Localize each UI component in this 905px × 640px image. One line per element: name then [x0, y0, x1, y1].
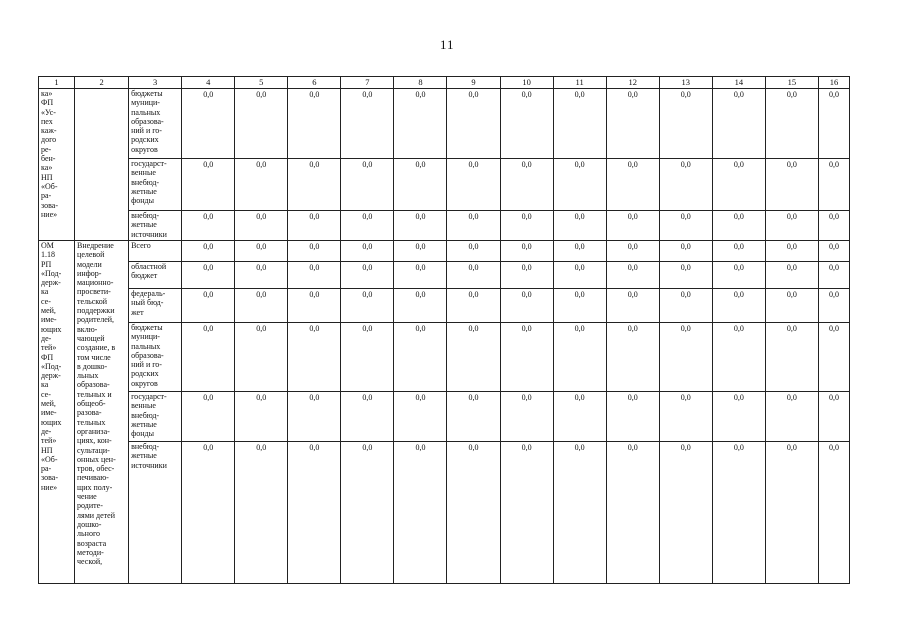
value-cell: 0,0	[500, 323, 553, 392]
funding-source: бюджеты муници- пальных образова- ний и го- родских округов	[129, 89, 182, 159]
value-cell: 0,0	[659, 241, 712, 262]
value-cell: 0,0	[818, 442, 849, 584]
value-cell: 0,0	[818, 241, 849, 262]
column-header: 2	[75, 77, 129, 89]
value-cell: 0,0	[553, 442, 606, 584]
column-header: 4	[182, 77, 235, 89]
value-cell: 0,0	[235, 211, 288, 241]
value-cell: 0,0	[394, 262, 447, 289]
value-cell: 0,0	[500, 262, 553, 289]
value-cell: 0,0	[394, 323, 447, 392]
value-cell: 0,0	[818, 159, 849, 211]
value-cell: 0,0	[553, 211, 606, 241]
value-cell: 0,0	[659, 211, 712, 241]
value-cell: 0,0	[659, 289, 712, 323]
value-cell: 0,0	[818, 392, 849, 442]
column-header: 3	[129, 77, 182, 89]
value-cell: 0,0	[288, 241, 341, 262]
value-cell: 0,0	[765, 211, 818, 241]
column-header: 16	[818, 77, 849, 89]
value-cell: 0,0	[182, 211, 235, 241]
om-measure-code: ОМ 1.18 РП «Под- держ- ка се- мей, име- ющих де- тей» ФП «Под- держ- ка се- мей, име- ющих де- тей» НП «Об- ра- зова- ние»	[39, 241, 75, 584]
value-cell: 0,0	[182, 262, 235, 289]
om-measure-name: Внедрение целевой модели инфор- мационно- просвети- тельской поддержки родителей, вклю- чающей создание, в том числе в дошко- льных образова- тельных и общеоб- разова- тельных организа- циях, кон- сультаци- онных цен- тров, обес- печиваю- щих полу- чение родите- лями детей дошко- льного возраста методи- ческой,	[75, 241, 129, 584]
funding-source: государст- венные внебюд- жетные фонды	[129, 392, 182, 442]
table-row	[39, 392, 850, 442]
value-cell: 0,0	[500, 392, 553, 442]
value-cell: 0,0	[182, 442, 235, 584]
value-cell: 0,0	[341, 392, 394, 442]
value-cell: 0,0	[235, 442, 288, 584]
value-cell: 0,0	[394, 442, 447, 584]
funding-source: бюджеты муници- пальных образова- ний и го- родских округов	[129, 323, 182, 392]
value-cell: 0,0	[235, 392, 288, 442]
value-cell: 0,0	[659, 262, 712, 289]
value-cell: 0,0	[182, 89, 235, 159]
table-row	[39, 289, 850, 323]
table-row	[39, 442, 850, 584]
value-cell: 0,0	[659, 159, 712, 211]
value-cell: 0,0	[394, 159, 447, 211]
value-cell: 0,0	[341, 241, 394, 262]
table-row	[39, 241, 850, 262]
value-cell: 0,0	[765, 323, 818, 392]
table-row	[39, 262, 850, 289]
value-cell: 0,0	[553, 289, 606, 323]
value-cell: 0,0	[659, 392, 712, 442]
value-cell: 0,0	[341, 211, 394, 241]
value-cell: 0,0	[606, 442, 659, 584]
value-cell: 0,0	[712, 89, 765, 159]
value-cell: 0,0	[606, 262, 659, 289]
value-cell: 0,0	[818, 323, 849, 392]
value-cell: 0,0	[447, 392, 500, 442]
value-cell: 0,0	[235, 241, 288, 262]
value-cell: 0,0	[659, 323, 712, 392]
value-cell: 0,0	[818, 211, 849, 241]
value-cell: 0,0	[606, 211, 659, 241]
value-cell: 0,0	[288, 442, 341, 584]
value-cell: 0,0	[341, 323, 394, 392]
value-cell: 0,0	[447, 89, 500, 159]
column-header: 1	[39, 77, 75, 89]
value-cell: 0,0	[553, 159, 606, 211]
value-cell: 0,0	[765, 442, 818, 584]
prev-measure-name	[75, 89, 129, 241]
value-cell: 0,0	[765, 89, 818, 159]
column-header: 7	[341, 77, 394, 89]
value-cell: 0,0	[500, 289, 553, 323]
value-cell: 0,0	[447, 211, 500, 241]
value-cell: 0,0	[606, 159, 659, 211]
funding-source: Всего	[129, 241, 182, 262]
column-header: 14	[712, 77, 765, 89]
value-cell: 0,0	[818, 262, 849, 289]
funding-source: внебюд- жетные источники	[129, 211, 182, 241]
column-header: 13	[659, 77, 712, 89]
value-cell: 0,0	[712, 211, 765, 241]
value-cell: 0,0	[288, 159, 341, 211]
page-number: 11	[440, 37, 455, 52]
value-cell: 0,0	[288, 89, 341, 159]
value-cell: 0,0	[288, 392, 341, 442]
value-cell: 0,0	[235, 89, 288, 159]
value-cell: 0,0	[659, 89, 712, 159]
value-cell: 0,0	[341, 89, 394, 159]
value-cell: 0,0	[394, 289, 447, 323]
value-cell: 0,0	[447, 262, 500, 289]
value-cell: 0,0	[606, 89, 659, 159]
value-cell: 0,0	[235, 323, 288, 392]
value-cell: 0,0	[712, 442, 765, 584]
table-row	[39, 323, 850, 392]
value-cell: 0,0	[341, 159, 394, 211]
value-cell: 0,0	[818, 89, 849, 159]
value-cell: 0,0	[712, 262, 765, 289]
funding-source: государст- венные внебюд- жетные фонды	[129, 159, 182, 211]
value-cell: 0,0	[606, 392, 659, 442]
value-cell: 0,0	[553, 89, 606, 159]
value-cell: 0,0	[712, 392, 765, 442]
value-cell: 0,0	[659, 442, 712, 584]
value-cell: 0,0	[765, 262, 818, 289]
value-cell: 0,0	[500, 211, 553, 241]
value-cell: 0,0	[341, 262, 394, 289]
value-cell: 0,0	[606, 323, 659, 392]
value-cell: 0,0	[500, 89, 553, 159]
value-cell: 0,0	[447, 323, 500, 392]
value-cell: 0,0	[182, 289, 235, 323]
table-row	[39, 211, 850, 241]
prev-measure-code: ка» ФП «Ус- пех каж- дого ре- бен- ка» НП «Об- ра- зова- ние»	[39, 89, 75, 241]
value-cell: 0,0	[712, 159, 765, 211]
value-cell: 0,0	[235, 262, 288, 289]
value-cell: 0,0	[606, 241, 659, 262]
value-cell: 0,0	[765, 392, 818, 442]
value-cell: 0,0	[447, 289, 500, 323]
value-cell: 0,0	[182, 241, 235, 262]
column-header: 5	[235, 77, 288, 89]
value-cell: 0,0	[765, 159, 818, 211]
value-cell: 0,0	[394, 241, 447, 262]
value-cell: 0,0	[447, 241, 500, 262]
value-cell: 0,0	[606, 289, 659, 323]
value-cell: 0,0	[447, 442, 500, 584]
value-cell: 0,0	[447, 159, 500, 211]
value-cell: 0,0	[182, 392, 235, 442]
column-header: 10	[500, 77, 553, 89]
value-cell: 0,0	[818, 289, 849, 323]
budget-table	[38, 76, 850, 584]
value-cell: 0,0	[341, 289, 394, 323]
value-cell: 0,0	[288, 262, 341, 289]
column-header: 6	[288, 77, 341, 89]
value-cell: 0,0	[182, 323, 235, 392]
value-cell: 0,0	[712, 323, 765, 392]
value-cell: 0,0	[765, 289, 818, 323]
column-header: 11	[553, 77, 606, 89]
funding-source: областной бюджет	[129, 262, 182, 289]
value-cell: 0,0	[500, 442, 553, 584]
value-cell: 0,0	[288, 289, 341, 323]
column-header: 15	[765, 77, 818, 89]
value-cell: 0,0	[235, 289, 288, 323]
value-cell: 0,0	[394, 211, 447, 241]
funding-source: внебюд- жетные источники	[129, 442, 182, 584]
value-cell: 0,0	[341, 442, 394, 584]
value-cell: 0,0	[553, 262, 606, 289]
value-cell: 0,0	[712, 241, 765, 262]
value-cell: 0,0	[288, 211, 341, 241]
value-cell: 0,0	[394, 392, 447, 442]
value-cell: 0,0	[500, 241, 553, 262]
table-row	[39, 89, 850, 159]
column-header: 9	[447, 77, 500, 89]
value-cell: 0,0	[553, 241, 606, 262]
value-cell: 0,0	[712, 289, 765, 323]
table-body	[39, 89, 850, 584]
value-cell: 0,0	[182, 159, 235, 211]
header-row	[39, 77, 850, 89]
column-header: 12	[606, 77, 659, 89]
value-cell: 0,0	[553, 392, 606, 442]
value-cell: 0,0	[765, 241, 818, 262]
table-row	[39, 159, 850, 211]
value-cell: 0,0	[394, 89, 447, 159]
value-cell: 0,0	[235, 159, 288, 211]
column-header: 8	[394, 77, 447, 89]
funding-source: федераль- ный бюд- жет	[129, 289, 182, 323]
value-cell: 0,0	[500, 159, 553, 211]
value-cell: 0,0	[288, 323, 341, 392]
value-cell: 0,0	[553, 323, 606, 392]
